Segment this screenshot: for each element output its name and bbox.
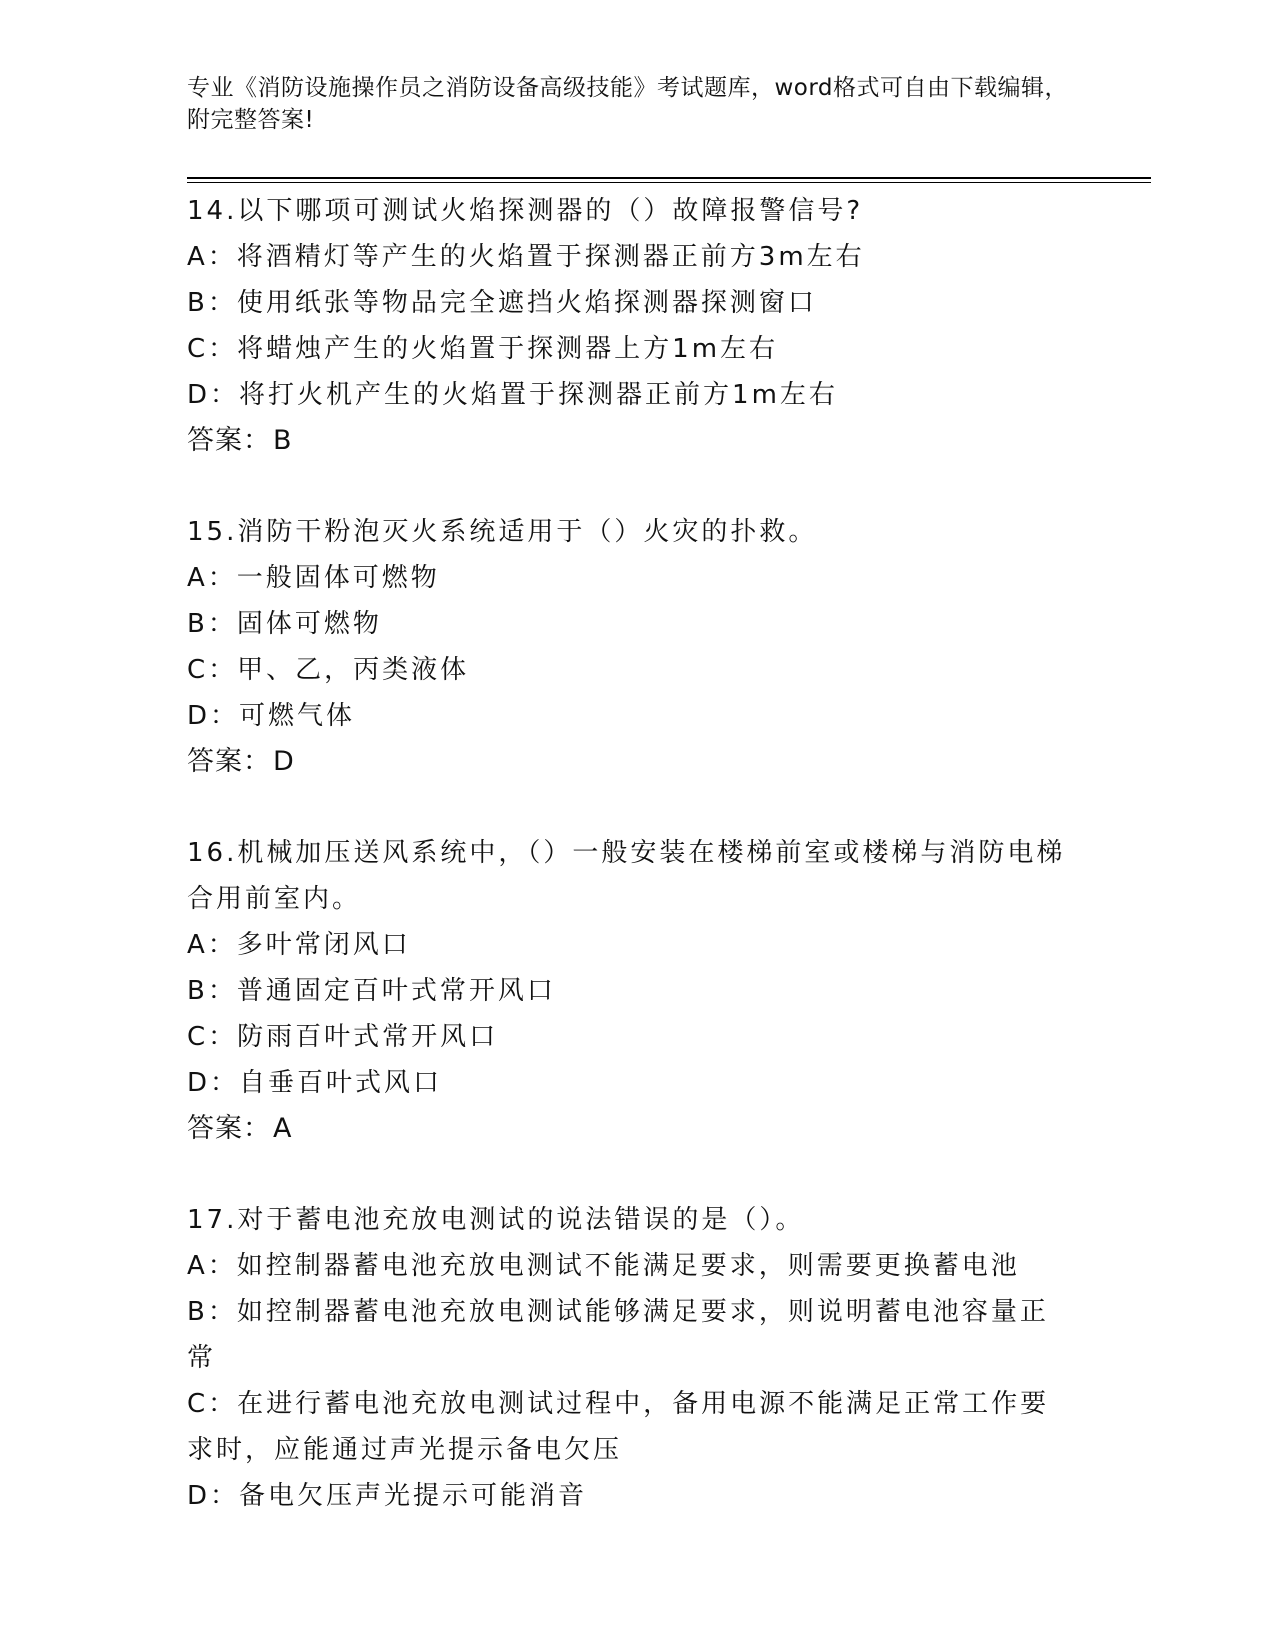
option-b: B：固体可燃物: [187, 609, 382, 639]
question-14: [187, 188, 1077, 464]
answer-line: [187, 418, 1077, 464]
option-a: A：如控制器蓄电池充放电测试不能满足要求，则需要更换蓄电池: [187, 1251, 1020, 1281]
header-divider-thin: [187, 182, 1151, 183]
question-stem: 14.以下哪项可测试火焰探测器的（）故障报警信号?: [187, 196, 864, 226]
option-d: D：自垂百叶式风口: [187, 1068, 443, 1098]
option-d: D：可燃气体: [187, 701, 356, 731]
header-text: 专业《消防设施操作员之消防设备高级技能》考试题库，word格式可自由下载编辑，附完整答案!: [187, 75, 1069, 133]
question-17: [187, 1197, 1077, 1519]
answer-label: 答案：: [187, 746, 271, 777]
question-list: [187, 188, 1077, 1564]
option-b: B：普通固定百叶式常开风口: [187, 976, 556, 1006]
answer-line: [187, 1106, 1077, 1152]
option-a: A：一般固体可燃物: [187, 563, 440, 593]
option-a: A：将酒精灯等产生的火焰置于探测器正前方3m左右: [187, 242, 865, 272]
option-a: A：多叶常闭风口: [187, 930, 411, 960]
option-c: C：防雨百叶式常开风口: [187, 1022, 499, 1052]
header-divider-thick: [187, 177, 1151, 179]
question-15: [187, 509, 1077, 785]
option-c: C：在进行蓄电池充放电测试过程中，备用电源不能满足正常工作要求时，应能通过声光提示备电欠压: [187, 1389, 1050, 1465]
document-header: [187, 72, 1077, 136]
option-c: C：将蜡烛产生的火焰置于探测器上方1m左右: [187, 334, 779, 364]
answer-value: D: [273, 746, 295, 777]
answer-line: [187, 739, 1077, 785]
answer-value: A: [273, 1113, 293, 1144]
option-d: D：将打火机产生的火焰置于探测器正前方1m左右: [187, 380, 838, 410]
answer-label: 答案：: [187, 1113, 271, 1144]
question-16: [187, 830, 1077, 1152]
option-d: D：备电欠压声光提示可能消音: [187, 1481, 588, 1511]
option-b: B：使用纸张等物品完全遮挡火焰探测器探测窗口: [187, 288, 817, 318]
question-stem: 17.对于蓄电池充放电测试的说法错误的是（）。: [187, 1205, 805, 1235]
answer-value: B: [273, 425, 293, 456]
option-c: C：甲、乙，丙类液体: [187, 655, 470, 685]
question-stem: 16.机械加压送风系统中，（）一般安装在楼梯前室或楼梯与消防电梯合用前室内。: [187, 838, 1066, 914]
question-stem: 15.消防干粉泡灭火系统适用于（）火灾的扑救。: [187, 517, 818, 547]
option-b: B：如控制器蓄电池充放电测试能够满足要求，则说明蓄电池容量正常: [187, 1297, 1049, 1373]
answer-label: 答案：: [187, 425, 271, 456]
